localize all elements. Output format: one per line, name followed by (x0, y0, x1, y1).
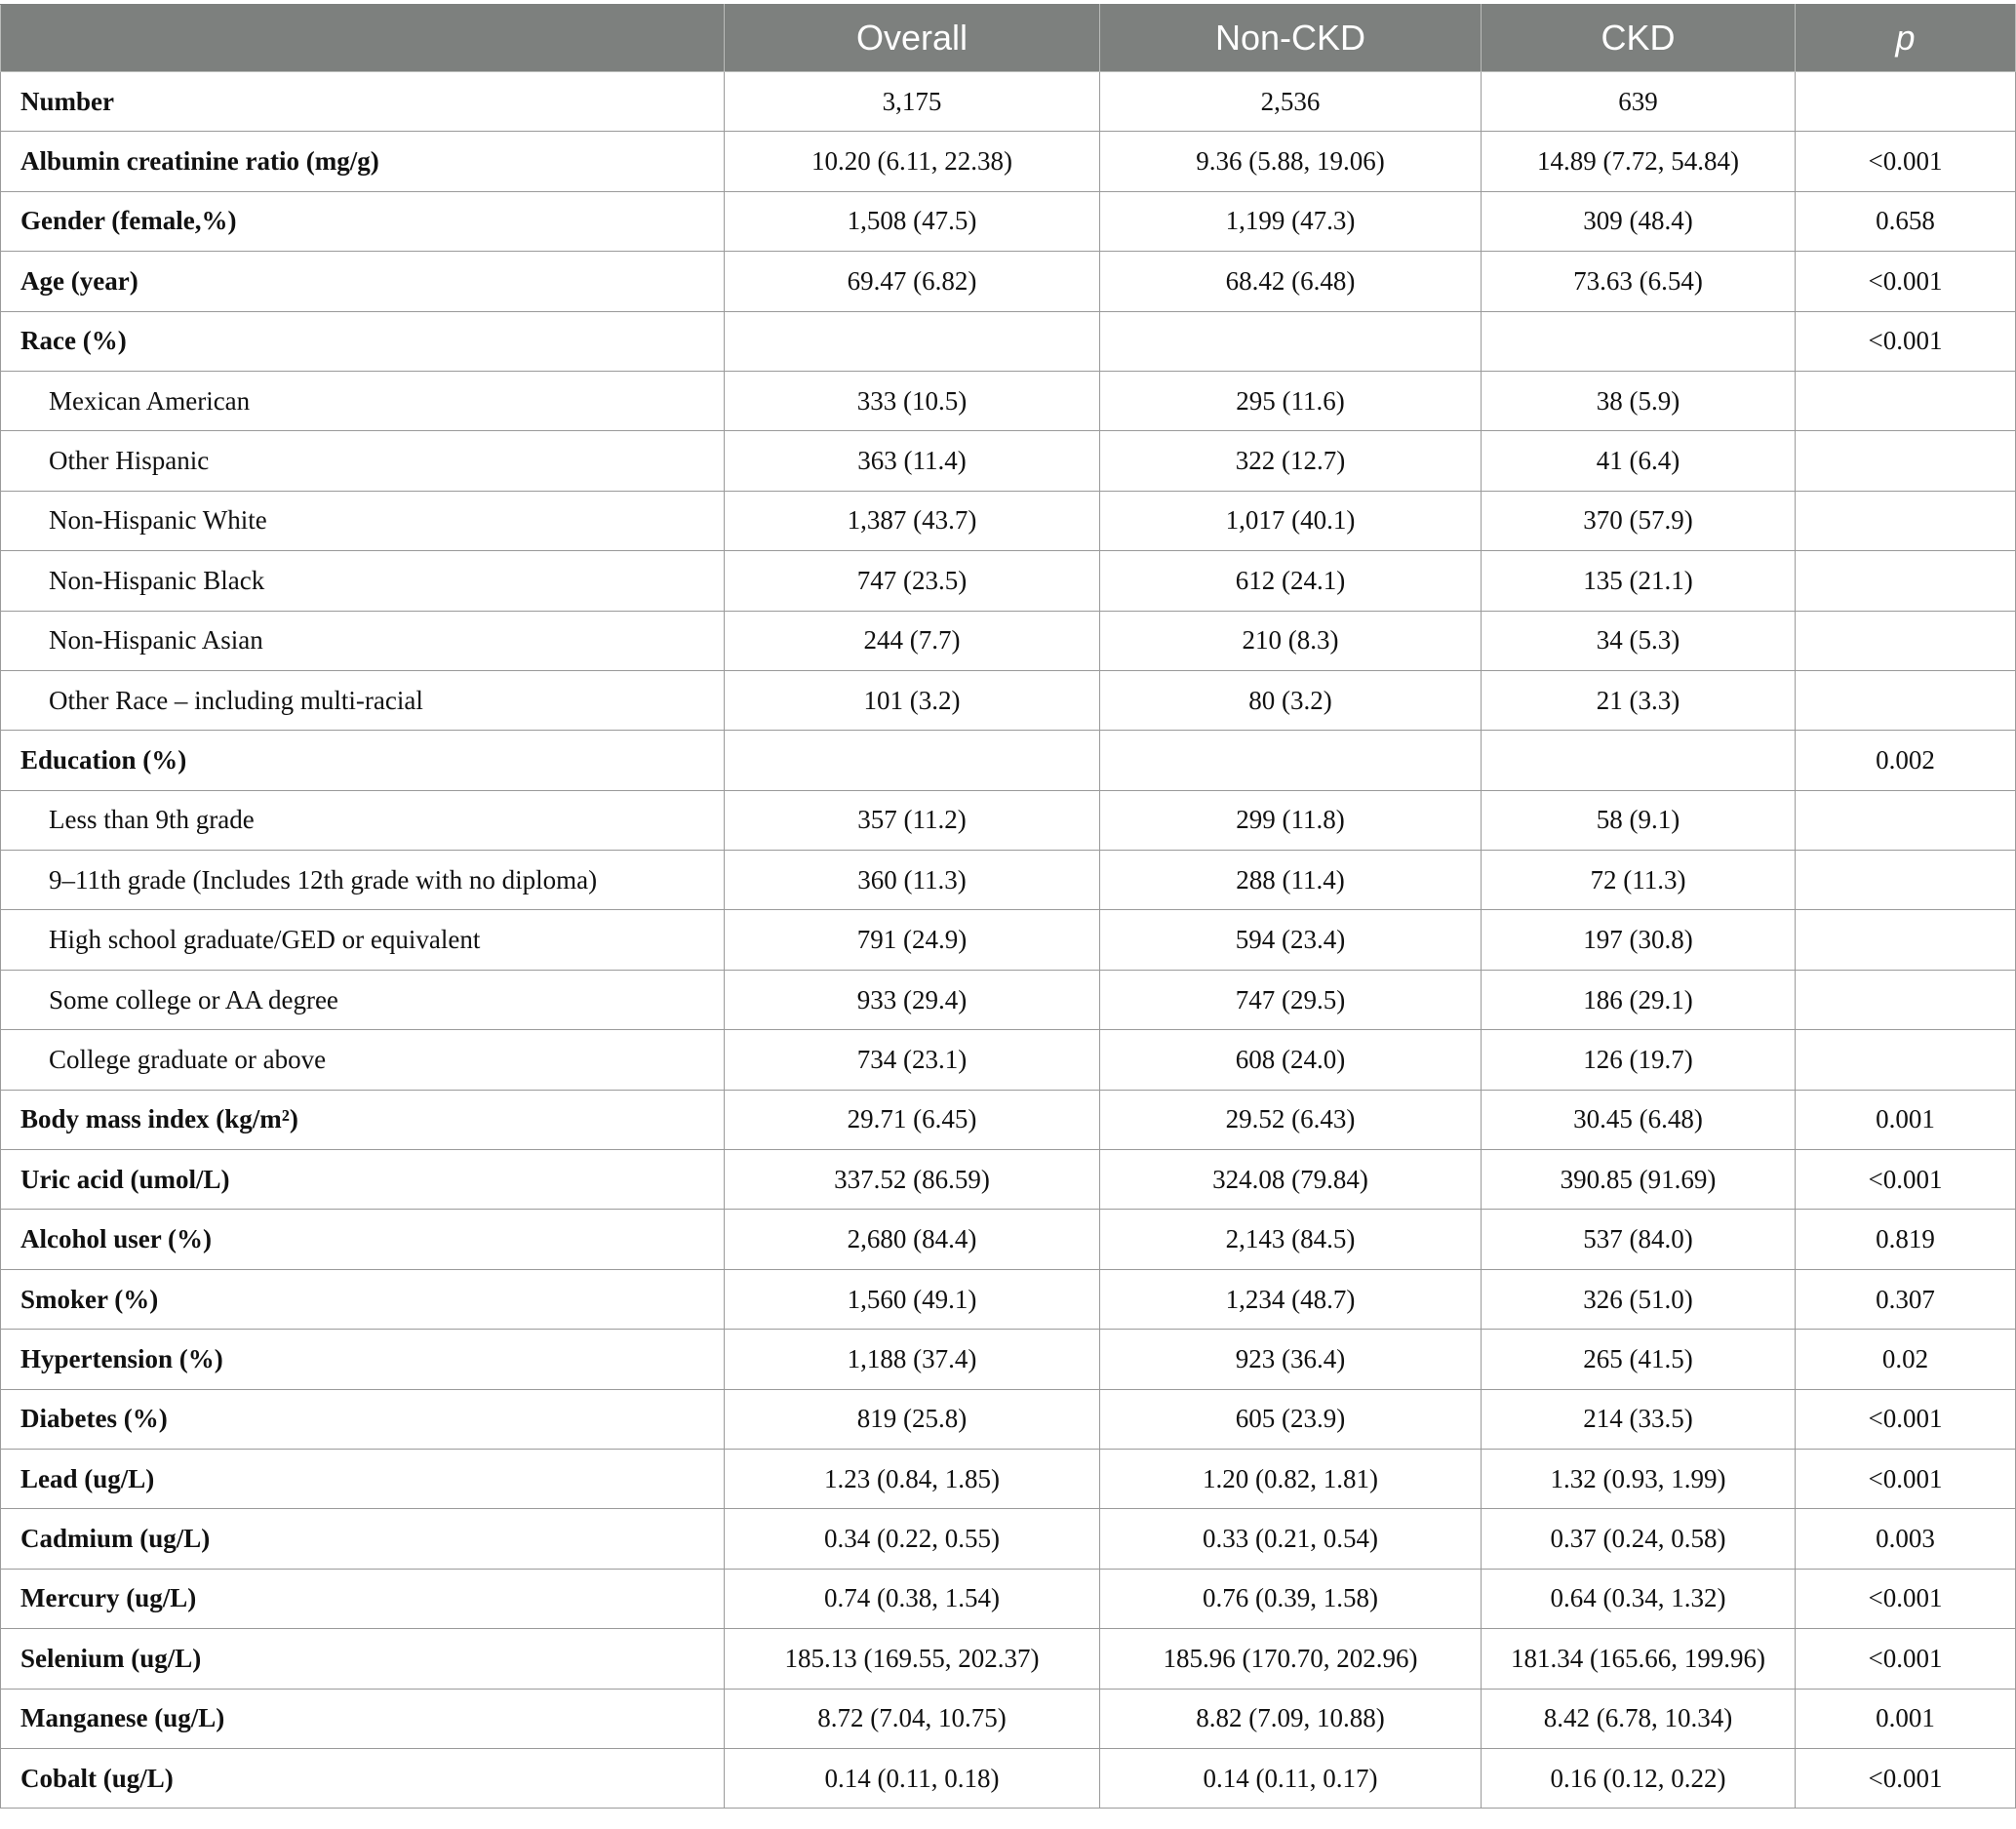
ckd-cell: 30.45 (6.48) (1482, 1090, 1796, 1149)
p-value-cell (1796, 1030, 2016, 1090)
ckd-cell: 214 (33.5) (1482, 1389, 1796, 1449)
ckd-cell: 537 (84.0) (1482, 1210, 1796, 1269)
table-header-row (1, 5, 2016, 72)
p-value-cell: 0.001 (1796, 1689, 2016, 1748)
p-value-cell: <0.001 (1796, 132, 2016, 191)
overall-cell: 3,175 (725, 72, 1100, 132)
non-ckd-cell: 295 (11.6) (1100, 371, 1482, 430)
p-value-cell (1796, 611, 2016, 670)
non-ckd-cell: 324.08 (79.84) (1100, 1150, 1482, 1210)
overall-cell: 357 (11.2) (725, 790, 1100, 850)
ckd-cell: 390.85 (91.69) (1482, 1150, 1796, 1210)
p-value-cell: 0.002 (1796, 731, 2016, 790)
ckd-cell: 38 (5.9) (1482, 371, 1796, 430)
overall-cell: 1,560 (49.1) (725, 1269, 1100, 1329)
overall-cell: 1,188 (37.4) (725, 1330, 1100, 1389)
overall-cell: 0.14 (0.11, 0.18) (725, 1748, 1100, 1808)
row-label: Hypertension (%) (1, 1330, 725, 1389)
non-ckd-cell: 299 (11.8) (1100, 790, 1482, 850)
row-label: Race (%) (1, 311, 725, 371)
p-value-cell: <0.001 (1796, 1629, 2016, 1689)
non-ckd-cell: 9.36 (5.88, 19.06) (1100, 132, 1482, 191)
row-label: Manganese (ug/L) (1, 1689, 725, 1748)
table-row (1, 790, 2016, 850)
p-value-cell: <0.001 (1796, 1389, 2016, 1449)
header-overall: Overall (725, 5, 1100, 72)
non-ckd-cell (1100, 731, 1482, 790)
table-row (1, 371, 2016, 430)
overall-cell: 333 (10.5) (725, 371, 1100, 430)
ckd-cell (1482, 311, 1796, 371)
non-ckd-cell: 29.52 (6.43) (1100, 1090, 1482, 1149)
overall-cell: 69.47 (6.82) (725, 252, 1100, 311)
table-row (1, 191, 2016, 251)
p-value-cell: <0.001 (1796, 1449, 2016, 1508)
p-value-cell (1796, 371, 2016, 430)
overall-cell: 185.13 (169.55, 202.37) (725, 1629, 1100, 1689)
overall-cell: 244 (7.7) (725, 611, 1100, 670)
p-value-cell (1796, 910, 2016, 970)
p-value-cell: <0.001 (1796, 1748, 2016, 1808)
row-label: Gender (female,%) (1, 191, 725, 251)
ckd-cell: 181.34 (165.66, 199.96) (1482, 1629, 1796, 1689)
row-label: High school graduate/GED or equivalent (1, 910, 725, 970)
row-label: Education (%) (1, 731, 725, 790)
row-label: Other Race – including multi-racial (1, 670, 725, 730)
p-value-cell: 0.307 (1796, 1269, 2016, 1329)
ckd-cell: 265 (41.5) (1482, 1330, 1796, 1389)
p-value-cell: <0.001 (1796, 311, 2016, 371)
non-ckd-cell: 747 (29.5) (1100, 970, 1482, 1029)
non-ckd-cell (1100, 311, 1482, 371)
overall-cell: 101 (3.2) (725, 670, 1100, 730)
table-row (1, 731, 2016, 790)
row-label: Alcohol user (%) (1, 1210, 725, 1269)
non-ckd-cell: 1.20 (0.82, 1.81) (1100, 1449, 1482, 1508)
overall-cell (725, 311, 1100, 371)
table-row (1, 431, 2016, 491)
ckd-cell (1482, 731, 1796, 790)
table-row (1, 910, 2016, 970)
ckd-cell: 73.63 (6.54) (1482, 252, 1796, 311)
ckd-cell: 126 (19.7) (1482, 1030, 1796, 1090)
overall-cell (725, 731, 1100, 790)
overall-cell: 1,508 (47.5) (725, 191, 1100, 251)
table-row (1, 1689, 2016, 1748)
p-value-cell: <0.001 (1796, 1150, 2016, 1210)
table-row (1, 72, 2016, 132)
non-ckd-cell: 0.76 (0.39, 1.58) (1100, 1569, 1482, 1628)
non-ckd-cell: 608 (24.0) (1100, 1030, 1482, 1090)
row-label: Non-Hispanic Black (1, 551, 725, 611)
overall-cell: 8.72 (7.04, 10.75) (725, 1689, 1100, 1748)
non-ckd-cell: 1,234 (48.7) (1100, 1269, 1482, 1329)
p-value-cell: 0.001 (1796, 1090, 2016, 1149)
p-value-cell (1796, 431, 2016, 491)
non-ckd-cell: 0.33 (0.21, 0.54) (1100, 1509, 1482, 1569)
table-row (1, 1030, 2016, 1090)
table-row (1, 670, 2016, 730)
row-label: Non-Hispanic White (1, 491, 725, 550)
p-value-cell: 0.658 (1796, 191, 2016, 251)
overall-cell: 791 (24.9) (725, 910, 1100, 970)
overall-cell: 360 (11.3) (725, 851, 1100, 910)
non-ckd-cell: 210 (8.3) (1100, 611, 1482, 670)
overall-cell: 363 (11.4) (725, 431, 1100, 491)
row-label: Non-Hispanic Asian (1, 611, 725, 670)
table-row (1, 970, 2016, 1029)
non-ckd-cell: 1,199 (47.3) (1100, 191, 1482, 251)
non-ckd-cell: 0.14 (0.11, 0.17) (1100, 1748, 1482, 1808)
overall-cell: 1.23 (0.84, 1.85) (725, 1449, 1100, 1508)
header-blank (1, 5, 725, 72)
row-label: College graduate or above (1, 1030, 725, 1090)
header-p-value: p (1796, 5, 2016, 72)
row-label: Smoker (%) (1, 1269, 725, 1329)
row-label: Albumin creatinine ratio (mg/g) (1, 132, 725, 191)
table-row (1, 1569, 2016, 1628)
overall-cell: 337.52 (86.59) (725, 1150, 1100, 1210)
table-row (1, 851, 2016, 910)
p-value-cell (1796, 970, 2016, 1029)
non-ckd-cell: 2,536 (1100, 72, 1482, 132)
p-value-cell (1796, 790, 2016, 850)
non-ckd-cell: 8.82 (7.09, 10.88) (1100, 1689, 1482, 1748)
non-ckd-cell: 80 (3.2) (1100, 670, 1482, 730)
p-value-cell (1796, 491, 2016, 550)
p-value-cell: <0.001 (1796, 1569, 2016, 1628)
row-label: Age (year) (1, 252, 725, 311)
overall-cell: 2,680 (84.4) (725, 1210, 1100, 1269)
ckd-cell: 326 (51.0) (1482, 1269, 1796, 1329)
row-label: Cadmium (ug/L) (1, 1509, 725, 1569)
header-ckd: CKD (1482, 5, 1796, 72)
baseline-characteristics-table (0, 4, 2016, 1809)
table-row (1, 1449, 2016, 1508)
row-label: Some college or AA degree (1, 970, 725, 1029)
p-value-cell (1796, 670, 2016, 730)
ckd-cell: 0.64 (0.34, 1.32) (1482, 1569, 1796, 1628)
ckd-cell: 0.37 (0.24, 0.58) (1482, 1509, 1796, 1569)
table-row (1, 1389, 2016, 1449)
non-ckd-cell: 605 (23.9) (1100, 1389, 1482, 1449)
non-ckd-cell: 612 (24.1) (1100, 551, 1482, 611)
table-row (1, 1748, 2016, 1808)
table-row (1, 1150, 2016, 1210)
table-row (1, 611, 2016, 670)
row-label: Selenium (ug/L) (1, 1629, 725, 1689)
non-ckd-cell: 594 (23.4) (1100, 910, 1482, 970)
ckd-cell: 14.89 (7.72, 54.84) (1482, 132, 1796, 191)
row-label: Diabetes (%) (1, 1389, 725, 1449)
overall-cell: 0.34 (0.22, 0.55) (725, 1509, 1100, 1569)
non-ckd-cell: 185.96 (170.70, 202.96) (1100, 1629, 1482, 1689)
overall-cell: 747 (23.5) (725, 551, 1100, 611)
p-value-cell (1796, 851, 2016, 910)
p-value-cell (1796, 72, 2016, 132)
row-label: Lead (ug/L) (1, 1449, 725, 1508)
table-row (1, 252, 2016, 311)
p-value-cell: 0.819 (1796, 1210, 2016, 1269)
row-label: Less than 9th grade (1, 790, 725, 850)
non-ckd-cell: 288 (11.4) (1100, 851, 1482, 910)
row-label: Number (1, 72, 725, 132)
non-ckd-cell: 923 (36.4) (1100, 1330, 1482, 1389)
ckd-cell: 72 (11.3) (1482, 851, 1796, 910)
non-ckd-cell: 322 (12.7) (1100, 431, 1482, 491)
row-label: 9–11th grade (Includes 12th grade with no diploma) (1, 851, 725, 910)
row-label: Body mass index (kg/m²) (1, 1090, 725, 1149)
ckd-cell: 8.42 (6.78, 10.34) (1482, 1689, 1796, 1748)
ckd-cell: 41 (6.4) (1482, 431, 1796, 491)
ckd-cell: 370 (57.9) (1482, 491, 1796, 550)
ckd-cell: 0.16 (0.12, 0.22) (1482, 1748, 1796, 1808)
ckd-cell: 34 (5.3) (1482, 611, 1796, 670)
table-row (1, 1269, 2016, 1329)
row-label: Uric acid (umol/L) (1, 1150, 725, 1210)
row-label: Mercury (ug/L) (1, 1569, 725, 1628)
table-row (1, 1210, 2016, 1269)
ckd-cell: 639 (1482, 72, 1796, 132)
header-non-ckd: Non-CKD (1100, 5, 1482, 72)
overall-cell: 933 (29.4) (725, 970, 1100, 1029)
non-ckd-cell: 1,017 (40.1) (1100, 491, 1482, 550)
ckd-cell: 21 (3.3) (1482, 670, 1796, 730)
overall-cell: 29.71 (6.45) (725, 1090, 1100, 1149)
overall-cell: 819 (25.8) (725, 1389, 1100, 1449)
p-value-cell (1796, 551, 2016, 611)
table-body (1, 72, 2016, 1809)
p-value-cell: 0.003 (1796, 1509, 2016, 1569)
p-value-cell: 0.02 (1796, 1330, 2016, 1389)
non-ckd-cell: 2,143 (84.5) (1100, 1210, 1482, 1269)
overall-cell: 0.74 (0.38, 1.54) (725, 1569, 1100, 1628)
table-row (1, 132, 2016, 191)
ckd-cell: 197 (30.8) (1482, 910, 1796, 970)
table-row (1, 1090, 2016, 1149)
p-value-cell: <0.001 (1796, 252, 2016, 311)
table-row (1, 1509, 2016, 1569)
table-row (1, 491, 2016, 550)
row-label: Mexican American (1, 371, 725, 430)
non-ckd-cell: 68.42 (6.48) (1100, 252, 1482, 311)
row-label: Cobalt (ug/L) (1, 1748, 725, 1808)
ckd-cell: 135 (21.1) (1482, 551, 1796, 611)
ckd-cell: 58 (9.1) (1482, 790, 1796, 850)
overall-cell: 734 (23.1) (725, 1030, 1100, 1090)
overall-cell: 10.20 (6.11, 22.38) (725, 132, 1100, 191)
overall-cell: 1,387 (43.7) (725, 491, 1100, 550)
ckd-cell: 309 (48.4) (1482, 191, 1796, 251)
table-row (1, 1330, 2016, 1389)
table-row (1, 311, 2016, 371)
ckd-cell: 186 (29.1) (1482, 970, 1796, 1029)
row-label: Other Hispanic (1, 431, 725, 491)
table-row (1, 1629, 2016, 1689)
ckd-cell: 1.32 (0.93, 1.99) (1482, 1449, 1796, 1508)
table-row (1, 551, 2016, 611)
